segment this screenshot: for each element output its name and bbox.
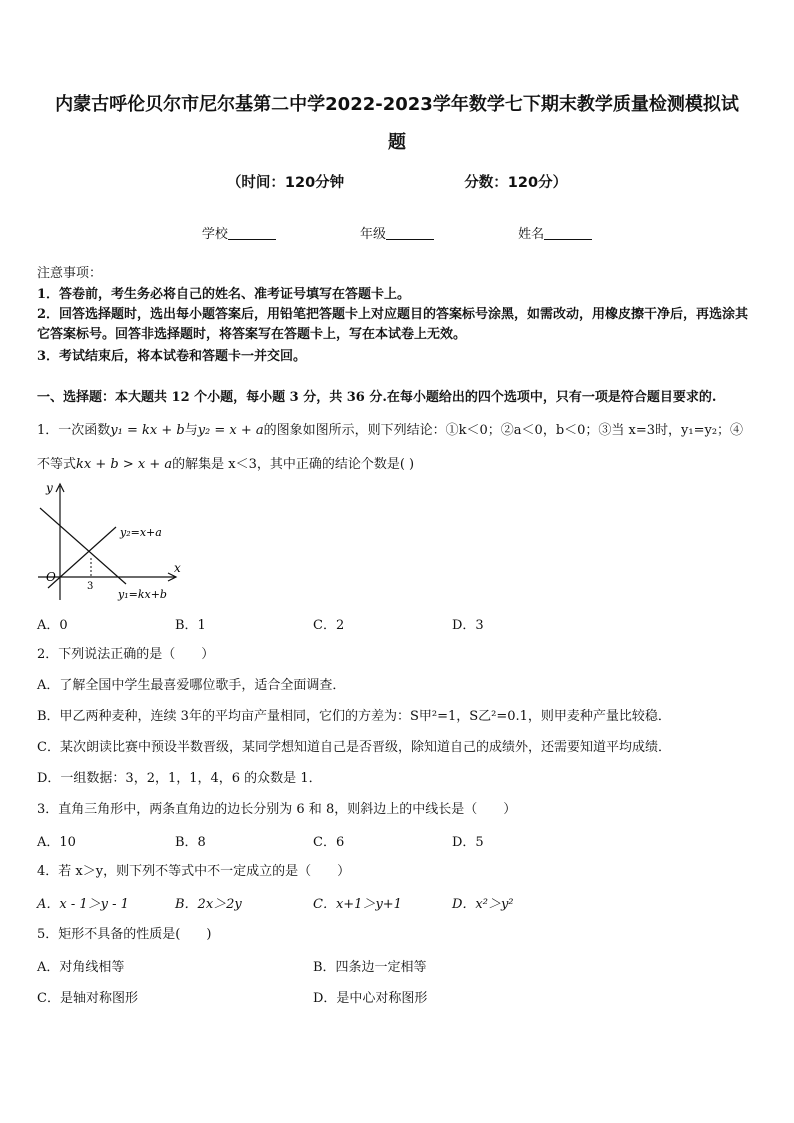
grade-label: 年级 <box>359 227 386 242</box>
q5-option-b[interactable]: B．四条边一定相等 <box>313 960 427 975</box>
q1-text-2: 与 <box>184 423 198 438</box>
q1-graph <box>34 480 204 605</box>
name-blank[interactable] <box>544 227 592 240</box>
q2-option-c[interactable]: C．某次朗读比赛中预设半数晋级，某同学想知道自己是否晋级，除知道自己的成绩外，还需要知道平均成绩． <box>37 740 671 755</box>
q4-option-d[interactable]: D．x²＞y² <box>452 897 514 912</box>
q3-option-d[interactable]: D．5 <box>452 835 484 850</box>
question-1-line-1 <box>37 421 743 441</box>
exam-title <box>36 86 758 162</box>
q1-option-b[interactable]: B．1 <box>175 618 206 633</box>
section-heading: 一、选择题：本大题共 12 个小题，每小题 3 分，共 36 分.在每小题给出的四个选项中，只有一项是符合题目要求的. <box>37 390 717 405</box>
question-4-stem: 4．若 x＞y，则下列不等式中不一定成立的是（ ） <box>37 864 351 879</box>
q1-text-1: 1．一次函数 <box>37 423 111 438</box>
q1-formula-inequality: kx + b > x + a <box>76 457 173 472</box>
note-2: 2．回答选择题时，选出每小题答案后，用铅笔把答题卡上对应题目的答案标号涂黑，如需改动，用橡皮擦干净后，再选涂其它答案标号。回答非选择题时，将答案写在答题卡上，写在本试卷上无效。 <box>37 307 749 342</box>
title-line-2: 题 <box>388 132 406 153</box>
q5-option-d[interactable]: D．是中心对称图形 <box>313 991 428 1006</box>
grade-blank[interactable] <box>386 227 434 240</box>
q1-formula-y1: y₁ = kx + b <box>110 423 185 438</box>
note-3: 3．考试结束后，将本试卷和答题卡一并交回。 <box>37 349 307 364</box>
graph-y-label: y <box>46 481 53 495</box>
school-field[interactable] <box>202 223 276 242</box>
q1-formula-y2: y₂ = x + a <box>197 423 264 438</box>
student-info <box>0 223 794 242</box>
q2-option-d[interactable]: D．一组数据：3，2，1，1，4，6 的众数是 1． <box>37 771 322 786</box>
q1-option-a[interactable]: A．0 <box>37 618 68 633</box>
q4-option-b[interactable]: B．2x＞2y <box>175 897 242 912</box>
question-3-stem: 3．直角三角形中，两条直角边的边长分别为 6 和 8，则斜边上的中线长是（ ） <box>37 802 517 817</box>
question-2-stem: 2．下列说法正确的是（ ） <box>37 647 215 662</box>
q1-text-5: 的解集是 x＜3，其中正确的结论个数是( ) <box>172 457 415 472</box>
q2-option-b[interactable]: B．甲乙两种麦种，连续 3年的平均亩产量相同，它们的方差为：S甲²=1，S乙²=0.1，则甲麦种产量比较稳． <box>37 709 671 724</box>
time-label: （时间：120分钟 <box>226 175 345 191</box>
question-1-line-2 <box>37 455 414 475</box>
school-blank[interactable] <box>228 227 276 240</box>
school-label: 学校 <box>201 227 228 242</box>
name-label: 姓名 <box>518 227 545 242</box>
title-line-1: 内蒙古呼伦贝尔市尼尔基第二中学2022-2023学年数学七下期末教学质量检测模拟试 <box>55 94 739 115</box>
q4-option-a[interactable]: A．x - 1＞y - 1 <box>37 897 129 912</box>
graph-x-label: x <box>174 561 181 575</box>
graph-tick-3: 3 <box>87 581 94 592</box>
grade-field[interactable] <box>360 223 434 242</box>
question-5-stem: 5．矩形不具备的性质是( ) <box>37 927 212 942</box>
q1-option-c[interactable]: C．2 <box>313 618 345 633</box>
q5-option-c[interactable]: C．是轴对称图形 <box>37 991 138 1006</box>
q3-option-b[interactable]: B．8 <box>175 835 206 850</box>
q3-option-c[interactable]: C．6 <box>313 835 345 850</box>
score-label: 分数：120分） <box>464 175 568 191</box>
exam-meta <box>0 171 794 192</box>
graph-origin-label: O <box>46 570 56 584</box>
q1-option-d[interactable]: D．3 <box>452 618 484 633</box>
graph-label-y2: y₂=x+a <box>120 526 162 539</box>
q1-text-4: 不等式 <box>37 457 77 472</box>
q5-option-a[interactable]: A．对角线相等 <box>37 960 125 975</box>
q1-text-3: 的图象如图所示，则下列结论：①k＜0；②a＜0，b＜0；③当 x=3时，y₁=y₂；④ <box>263 423 744 438</box>
notes-heading: 注意事项： <box>37 266 103 281</box>
q2-option-a[interactable]: A．了解全国中学生最喜爱哪位歌手，适合全面调查． <box>37 678 346 693</box>
q3-option-a[interactable]: A．10 <box>37 835 76 850</box>
graph-label-y1: y₁=kx+b <box>118 588 167 601</box>
note-1: 1．答卷前，考生务必将自己的姓名、准考证号填写在答题卡上。 <box>37 287 411 302</box>
graph-line-y2 <box>48 527 116 588</box>
name-field[interactable] <box>518 223 592 242</box>
q4-option-c[interactable]: C．x+1＞y+1 <box>313 897 402 912</box>
